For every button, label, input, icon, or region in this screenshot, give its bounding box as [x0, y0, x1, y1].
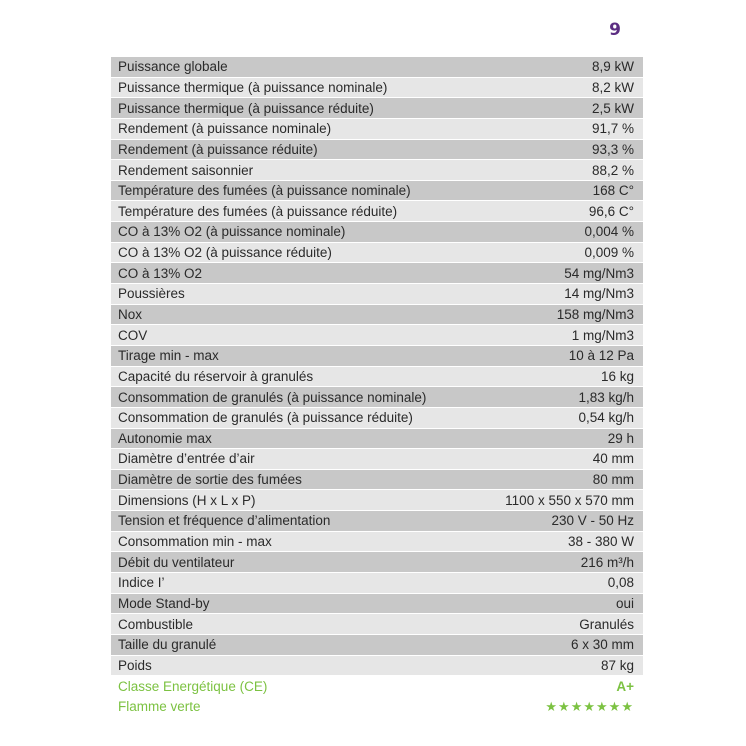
flamme-verte-row	[111, 697, 643, 718]
spec-label: Poids	[118, 657, 152, 673]
spec-row	[111, 449, 643, 470]
spec-value: 1100 x 550 x 570 mm	[505, 492, 634, 508]
spec-row	[111, 511, 643, 532]
spec-label: Mode Stand-by	[118, 595, 210, 611]
spec-label: Capacité du réservoir à granulés	[118, 368, 314, 384]
spec-value: 38 - 380 W	[567, 534, 634, 550]
spec-row	[111, 367, 643, 388]
spec-row	[111, 594, 643, 615]
spec-label: Puissance globale	[118, 59, 228, 75]
spec-value: 6 x 30 mm	[570, 637, 634, 653]
spec-row	[111, 346, 643, 367]
spec-row	[111, 181, 643, 202]
spec-label: CO à 13% O2 (à puissance nominale)	[118, 224, 346, 240]
spec-value: 91,7 %	[591, 121, 634, 137]
spec-label: Autonomie max	[118, 430, 212, 446]
spec-label: Nox	[118, 307, 143, 322]
spec-value: Granulés	[579, 616, 634, 632]
spec-value: 10 à 12 Pa	[568, 348, 634, 364]
spec-value: 1 mg/Nm3	[571, 327, 634, 343]
spec-row	[111, 119, 643, 140]
spec-value: 54 mg/Nm3	[564, 265, 634, 281]
spec-value: 0,004 %	[584, 224, 634, 240]
spec-label: Rendement (à puissance nominale)	[118, 121, 332, 137]
spec-label: Rendement (à puissance réduite)	[118, 141, 318, 157]
spec-row	[111, 243, 643, 264]
energy-class-value: A+	[616, 678, 634, 694]
spec-label: CO à 13% O2 (à puissance réduite)	[118, 245, 332, 261]
spec-label: Consommation de granulés (à puissance nominale)	[118, 389, 427, 405]
spec-row	[111, 429, 643, 450]
spec-value: 158 mg/Nm3	[556, 307, 634, 322]
spec-label: Température des fumées (à puissance réduite)	[118, 203, 398, 219]
spec-value: 8,9 kW	[591, 59, 634, 75]
spec-label: Indice I’	[118, 575, 165, 591]
spec-row	[111, 325, 643, 346]
spec-value: 230 V - 50 Hz	[551, 513, 634, 529]
spec-label: Diamètre de sortie des fumées	[118, 472, 302, 488]
spec-row	[111, 222, 643, 243]
flamme-verte-stars: ★★★★★★★	[545, 698, 634, 714]
spec-value: oui	[615, 595, 634, 611]
spec-value: 1,83 kg/h	[578, 389, 634, 405]
spec-label: Tension et fréquence d’alimentation	[118, 513, 331, 529]
spec-label: Dimensions (H x L x P)	[118, 492, 256, 508]
spec-row	[111, 57, 643, 78]
spec-label: CO à 13% O2	[118, 265, 203, 281]
spec-row	[111, 305, 643, 326]
spec-label: Poussières	[118, 286, 185, 302]
spec-label: Tirage min - max	[118, 348, 219, 364]
spec-row	[111, 470, 643, 491]
spec-row	[111, 140, 643, 161]
spec-row	[111, 490, 643, 511]
spec-value: 8,2 kW	[591, 79, 634, 95]
spec-label: Combustible	[118, 616, 194, 632]
spec-label: Taille du granulé	[118, 637, 217, 653]
spec-label: Puissance thermique (à puissance réduite)	[118, 100, 374, 116]
spec-label: Débit du ventilateur	[118, 554, 235, 570]
page-number: 9	[609, 20, 621, 40]
spec-value: 93,3 %	[591, 141, 634, 157]
flamme-verte-label: Flamme verte	[118, 699, 201, 715]
spec-label: Diamètre d’entrée d’air	[118, 451, 255, 467]
spec-value: 87 kg	[600, 657, 634, 673]
spec-value: 168 C°	[592, 183, 634, 199]
spec-label: Puissance thermique (à puissance nominale)	[118, 79, 388, 95]
energy-class-label: Classe Energétique (CE)	[118, 678, 268, 694]
spec-row	[111, 387, 643, 408]
spec-value: 14 mg/Nm3	[564, 286, 634, 302]
spec-label: Consommation min - max	[118, 534, 272, 550]
spec-value: 88,2 %	[591, 162, 634, 178]
spec-row	[111, 263, 643, 284]
spec-row	[111, 552, 643, 573]
spec-value: 29 h	[607, 430, 634, 446]
spec-value: 80 mm	[592, 472, 634, 488]
spec-row	[111, 635, 643, 656]
spec-row	[111, 573, 643, 594]
spec-value: 216 m³/h	[580, 554, 634, 570]
spec-label: COV	[118, 327, 148, 343]
spec-label: Rendement saisonnier	[118, 162, 254, 178]
spec-value: 0,08	[607, 575, 634, 591]
spec-row	[111, 160, 643, 181]
spec-label: Consommation de granulés (à puissance réduite)	[118, 410, 413, 426]
spec-value: 0,009 %	[584, 245, 634, 261]
spec-row	[111, 408, 643, 429]
spec-value: 0,54 kg/h	[578, 410, 634, 426]
spec-row	[111, 284, 643, 305]
energy-class-row	[111, 676, 643, 697]
spec-value: 40 mm	[592, 451, 634, 467]
spec-row	[111, 614, 643, 635]
spec-value: 96,6 C°	[588, 203, 634, 219]
spec-row	[111, 656, 643, 677]
spec-row	[111, 78, 643, 99]
spec-value: 16 kg	[600, 368, 634, 384]
spec-row	[111, 532, 643, 553]
spec-row	[111, 201, 643, 222]
spec-table	[111, 57, 643, 718]
spec-label: Température des fumées (à puissance nominale)	[118, 183, 411, 199]
spec-row	[111, 98, 643, 119]
spec-value: 2,5 kW	[591, 100, 634, 116]
